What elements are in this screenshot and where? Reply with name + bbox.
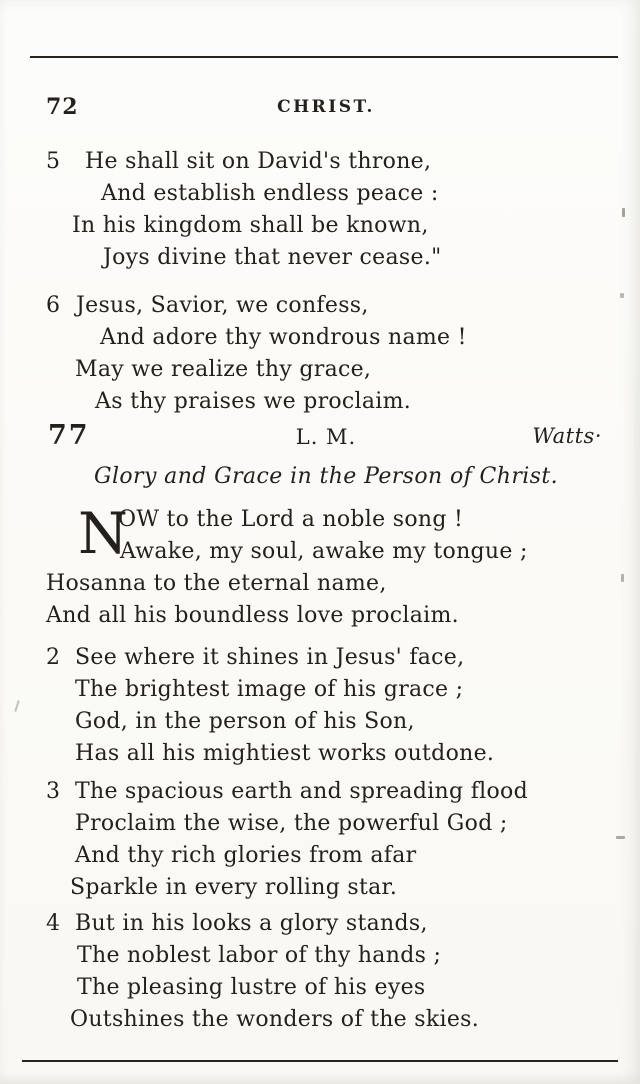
hymn-number: 77	[48, 420, 90, 451]
verse-line: Has all his mightiest works outdone.	[75, 741, 495, 766]
running-header	[46, 94, 606, 122]
verse-number: 5	[46, 149, 61, 174]
verse-4	[46, 908, 610, 1036]
verse-line: The pleasing lustre of his eyes	[77, 975, 426, 1000]
verse-line: Jesus, Savior, we confess,	[76, 293, 369, 318]
verse-line: The noblest labor of thy hands ;	[77, 943, 442, 968]
drop-cap: N	[78, 501, 129, 567]
page-number: 72	[46, 94, 79, 120]
verse-line: Hosanna to the eternal name,	[46, 571, 387, 596]
scan-speck	[616, 836, 625, 839]
verse-line: In his kingdom shall be known,	[72, 213, 429, 238]
scan-speck	[620, 293, 624, 298]
verse-line: And establish endless peace :	[101, 181, 439, 206]
verse-line: And all his boundless love proclaim.	[46, 603, 459, 628]
verse-5	[46, 146, 610, 274]
verse-1	[46, 501, 610, 632]
hymn-heading	[46, 420, 606, 456]
verse-line: The brightest image of his grace ;	[75, 677, 464, 702]
verse-line: Proclaim the wise, the powerful God ;	[75, 811, 508, 836]
bottom-rule	[22, 1060, 618, 1062]
verse-number: 4	[46, 911, 61, 936]
top-rule	[30, 56, 618, 58]
verse-6	[46, 290, 610, 418]
scan-speck	[621, 574, 624, 582]
verse-line: OW to the Lord a noble song !	[118, 507, 464, 532]
verse-2	[46, 642, 610, 770]
verse-line: And adore thy wondrous name !	[100, 325, 467, 350]
hymn-author: Watts·	[532, 424, 602, 448]
verse-line: But in his looks a glory stands,	[75, 911, 428, 936]
verse-number: 3	[46, 779, 61, 804]
hymn-title: Glory and Grace in the Person of Christ.	[93, 464, 559, 489]
verse-line: The spacious earth and spreading flood	[75, 779, 528, 804]
verse-line: And thy rich glories from afar	[75, 843, 417, 868]
verse-line: See where it shines in Jesus' face,	[75, 645, 465, 670]
verse-line: May we realize thy grace,	[75, 357, 372, 382]
verse-line: Joys divine that never cease."	[103, 245, 442, 270]
verse-line: As thy praises we proclaim.	[95, 389, 412, 414]
verse-line: Sparkle in every rolling star.	[70, 875, 398, 900]
verse-number: 6	[46, 293, 61, 318]
verse-number: 2	[46, 645, 61, 670]
scan-speck	[622, 208, 625, 217]
scan-speck	[14, 700, 20, 712]
verse-line: God, in the person of his Son,	[75, 709, 415, 734]
running-header-title: CHRIST.	[277, 97, 375, 117]
verse-3	[46, 776, 610, 904]
verse-line: Awake, my soul, awake my tongue ;	[120, 539, 528, 564]
verse-line: Outshines the wonders of the skies.	[70, 1007, 480, 1032]
hymn-meter: L. M.	[295, 425, 357, 449]
verse-line: He shall sit on David's throne,	[85, 149, 432, 174]
